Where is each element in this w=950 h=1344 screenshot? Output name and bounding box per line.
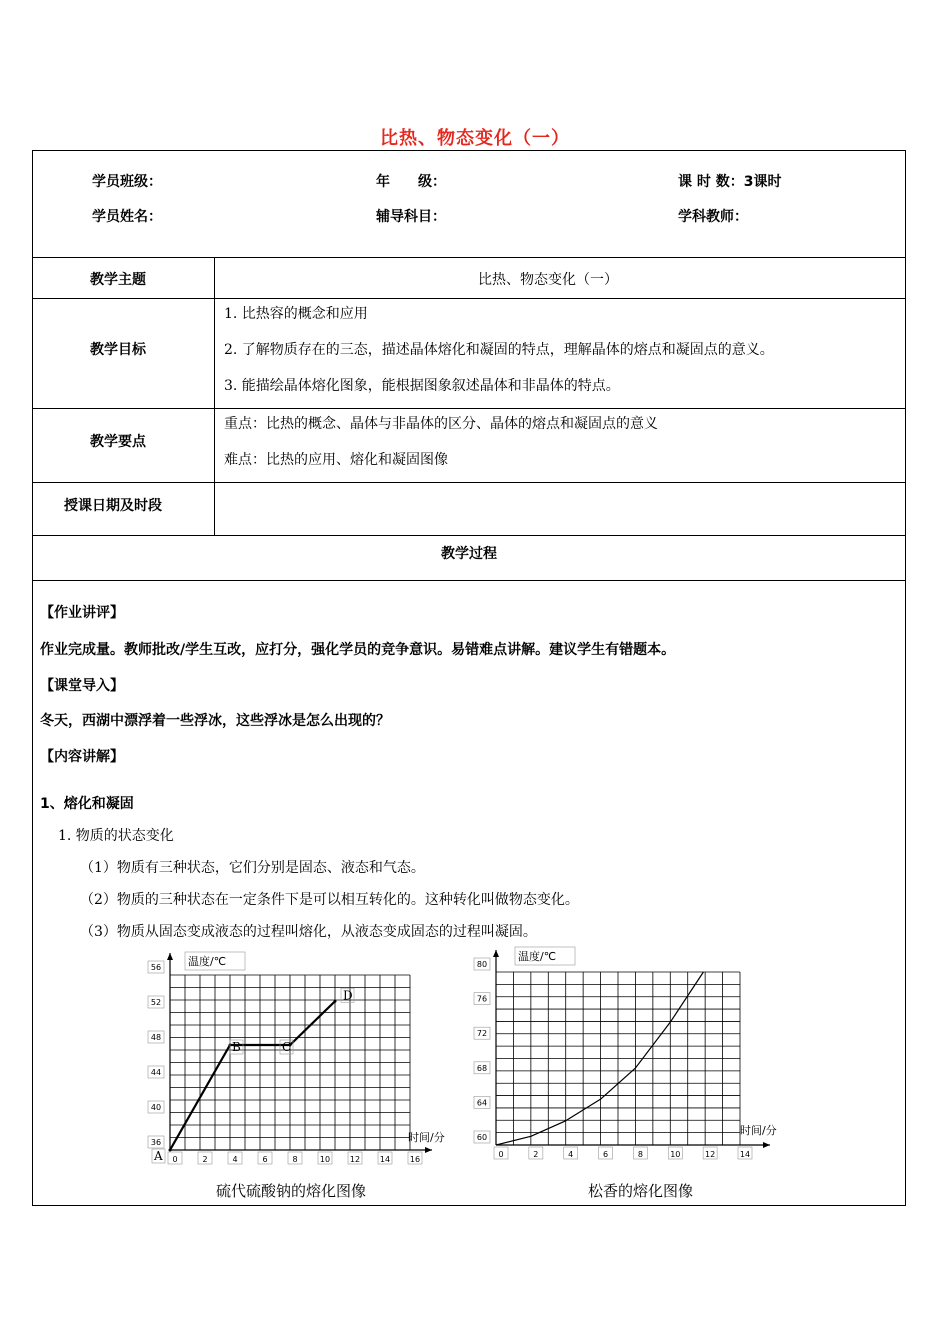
x-tick-label: 14: [379, 1155, 391, 1164]
y-tick-label: 76: [476, 994, 488, 1004]
x-tick-label: 0: [172, 1155, 178, 1164]
goal-label: 教学目标: [90, 342, 146, 358]
x-tick-label: 0: [498, 1150, 504, 1159]
key-point: 难点：比热的应用、熔化和凝固图像: [224, 452, 448, 468]
x-tick-label: 2: [533, 1150, 539, 1159]
content-item: （2）物质的三种状态在一定条件下是可以相互转化的。这种转化叫做物态变化。: [80, 892, 579, 908]
y-tick-label: 60: [476, 1133, 488, 1142]
x-tick-label: 4: [232, 1155, 238, 1164]
y-axis-arrow-icon: [493, 950, 499, 957]
chart-caption: 松香的熔化图像: [588, 1182, 694, 1200]
x-axis-arrow-icon: [763, 1142, 770, 1148]
date-label: 授课日期及时段: [64, 498, 162, 514]
goal-item: 1. 比热容的概念和应用: [224, 306, 368, 322]
content-item: （3）物质从固态变成液态的过程叫熔化，从液态变成固态的过程叫凝固。: [80, 924, 537, 940]
grade-label: 年 级：: [376, 174, 446, 190]
homework-text: 作业完成量。教师批改/学生互改，应打分，强化学员的竞争意识。易错难点讲解。建议学生有错题本。: [40, 642, 676, 658]
x-axis-label: 时间/分: [740, 1124, 777, 1137]
table-divider: [32, 482, 906, 483]
y-tick-label: 64: [476, 1098, 488, 1108]
section-heading: 【作业讲评】: [40, 605, 124, 621]
x-tick-label: 8: [292, 1155, 298, 1164]
hours-label: 课 时 数：3课时: [678, 174, 782, 190]
x-tick-label: 12: [705, 1150, 716, 1159]
data-series-line: [170, 1001, 335, 1150]
table-divider: [32, 535, 906, 536]
topic-heading: 1、熔化和凝固: [40, 796, 134, 812]
y-axis-label: 温度/℃: [518, 950, 557, 963]
y-tick-label: 48: [150, 1033, 162, 1042]
theme-value: 比热、物态变化（一）: [478, 272, 618, 288]
table-divider: [32, 257, 906, 258]
process-label: 教学过程: [441, 546, 497, 562]
y-tick-label: 72: [476, 1029, 488, 1039]
x-tick-label: 12: [349, 1155, 361, 1164]
key-point: 重点：比热的概念、晶体与非晶体的区分、晶体的熔点和凝固点的意义: [224, 416, 658, 432]
x-tick-label: 4: [568, 1150, 574, 1159]
y-tick-label: 52: [150, 998, 162, 1007]
section-heading: 【内容讲解】: [40, 749, 124, 765]
table-divider: [32, 408, 906, 409]
goal-item: 2. 了解物质存在的三态，描述晶体熔化和凝固的特点，理解晶体的熔点和凝固点的意义。: [224, 342, 774, 358]
theme-label: 教学主题: [90, 272, 146, 288]
class-label: 学员班级：: [92, 174, 162, 190]
x-tick-label: 14: [739, 1150, 751, 1159]
name-label: 学员姓名：: [92, 209, 162, 225]
y-tick-label: 68: [476, 1063, 488, 1073]
subject-label: 辅导科目：: [376, 209, 446, 225]
y-axis-label: 温度/℃: [188, 955, 227, 968]
goal-item: 3. 能描绘晶体熔化图象，能根据图象叙述晶体和非晶体的特点。: [224, 378, 620, 394]
data-point: [169, 1149, 172, 1152]
table-divider: [32, 580, 906, 581]
y-tick-label: 40: [150, 1103, 162, 1112]
x-tick-label: 8: [637, 1150, 643, 1159]
x-tick-label: 10: [670, 1150, 681, 1159]
x-tick-label: 6: [603, 1150, 609, 1159]
x-tick-label: 16: [409, 1155, 421, 1164]
y-tick-label: 36: [150, 1138, 162, 1147]
point-label: B: [232, 1040, 241, 1054]
x-tick-label: 2: [202, 1155, 208, 1164]
y-tick-label: 80: [476, 960, 488, 969]
x-tick-label: 6: [262, 1155, 268, 1164]
subtopic: 1. 物质的状态变化: [58, 828, 174, 844]
intro-text: 冬天，西湖中漂浮着一些浮冰，这些浮冰是怎么出现的？: [40, 713, 390, 729]
content-item: （1）物质有三种状态，它们分别是固态、液态和气态。: [80, 860, 425, 876]
y-axis-arrow-icon: [167, 953, 173, 960]
point-label: A: [154, 1149, 163, 1163]
section-heading: 【课堂导入】: [40, 678, 124, 694]
x-axis-label: 时间/分: [408, 1131, 445, 1144]
key-label: 教学要点: [90, 434, 146, 450]
point-label: C: [282, 1040, 292, 1054]
chart-caption: 硫代硫酸钠的熔化图像: [216, 1182, 367, 1200]
table-column-divider: [214, 257, 215, 535]
table-divider: [32, 298, 906, 299]
x-tick-label: 10: [319, 1155, 331, 1164]
sodium-thiosulfate-chart: [140, 945, 445, 1170]
teacher-label: 学科教师：: [678, 209, 748, 225]
data-point: [334, 1000, 337, 1003]
point-label: D: [343, 988, 353, 1003]
y-tick-label: 44: [150, 1068, 162, 1077]
page-title: 比热、物态变化（一）: [380, 128, 570, 149]
y-tick-label: 56: [150, 963, 162, 972]
rosin-chart: [470, 940, 800, 1170]
x-axis-arrow-icon: [425, 1147, 432, 1153]
